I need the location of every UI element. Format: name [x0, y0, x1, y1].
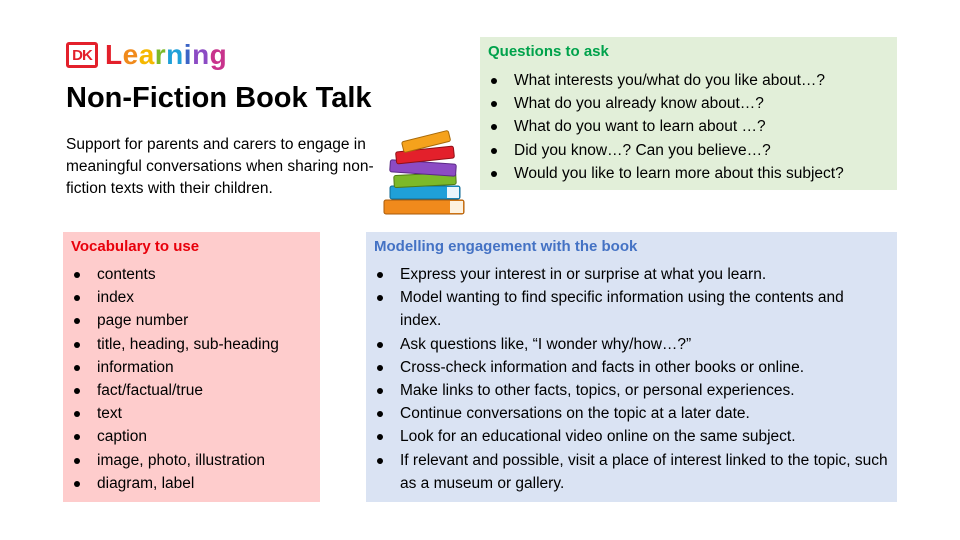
- list-item: fact/factual/true: [71, 379, 312, 402]
- logo-letter: a: [138, 39, 155, 70]
- vocabulary-heading: Vocabulary to use: [71, 238, 200, 255]
- list-item: Look for an educational video online on the same subject.: [374, 425, 889, 448]
- list-item: Continue conversations on the topic at a later date.: [374, 402, 889, 425]
- modelling-list: [374, 263, 889, 495]
- dk-logo-mark: DK: [66, 42, 98, 68]
- list-item: caption: [71, 425, 312, 448]
- list-item: Did you know…? Can you believe…?: [488, 139, 889, 162]
- questions-list: [488, 69, 889, 185]
- list-item: diagram, label: [71, 472, 312, 495]
- questions-panel: [480, 37, 897, 190]
- list-item: Would you like to learn more about this subject?: [488, 162, 889, 185]
- list-item: contents: [71, 263, 312, 286]
- vocabulary-panel: [63, 232, 320, 502]
- vocabulary-list: [71, 263, 312, 495]
- list-item: title, heading, sub-heading: [71, 333, 312, 356]
- list-item: What do you already know about…?: [488, 92, 889, 115]
- logo-letter: L: [105, 39, 123, 70]
- dk-learning-logo: [66, 38, 227, 72]
- list-item: information: [71, 356, 312, 379]
- list-item: Cross-check information and facts in other books or online.: [374, 356, 889, 379]
- list-item: Express your interest in or surprise at what you learn.: [374, 263, 889, 286]
- logo-letter: n: [166, 39, 184, 70]
- logo-letter: e: [122, 39, 139, 70]
- list-item: What do you want to learn about …?: [488, 115, 889, 138]
- intro-text: Support for parents and carers to engage in meaningful conversations when sharing non-fiction texts with their children.: [66, 136, 374, 197]
- list-item: text: [71, 402, 312, 425]
- modelling-panel: [366, 232, 897, 502]
- logo-letter: r: [154, 39, 167, 70]
- modelling-heading: Modelling engagement with the book: [374, 238, 638, 255]
- list-item: Ask questions like, “I wonder why/how…?”: [374, 333, 889, 356]
- list-item: page number: [71, 309, 312, 332]
- logo-letter: g: [209, 39, 228, 70]
- list-item: Model wanting to find specific information using the contents and index.: [374, 286, 889, 332]
- list-item: image, photo, illustration: [71, 449, 312, 472]
- questions-heading: Questions to ask: [488, 43, 609, 60]
- list-item: index: [71, 286, 312, 309]
- list-item: Make links to other facts, topics, or personal experiences.: [374, 379, 889, 402]
- page-title: Non-Fiction Book Talk: [66, 82, 372, 114]
- stack-of-books-icon: [380, 128, 468, 218]
- logo-letter: n: [192, 39, 210, 70]
- list-item: What interests you/what do you like about…?: [488, 69, 889, 92]
- logo-letter: i: [183, 39, 193, 70]
- learning-wordmark: [105, 39, 227, 71]
- list-item: If relevant and possible, visit a place of interest linked to the topic, such as a museum or gallery.: [374, 449, 889, 495]
